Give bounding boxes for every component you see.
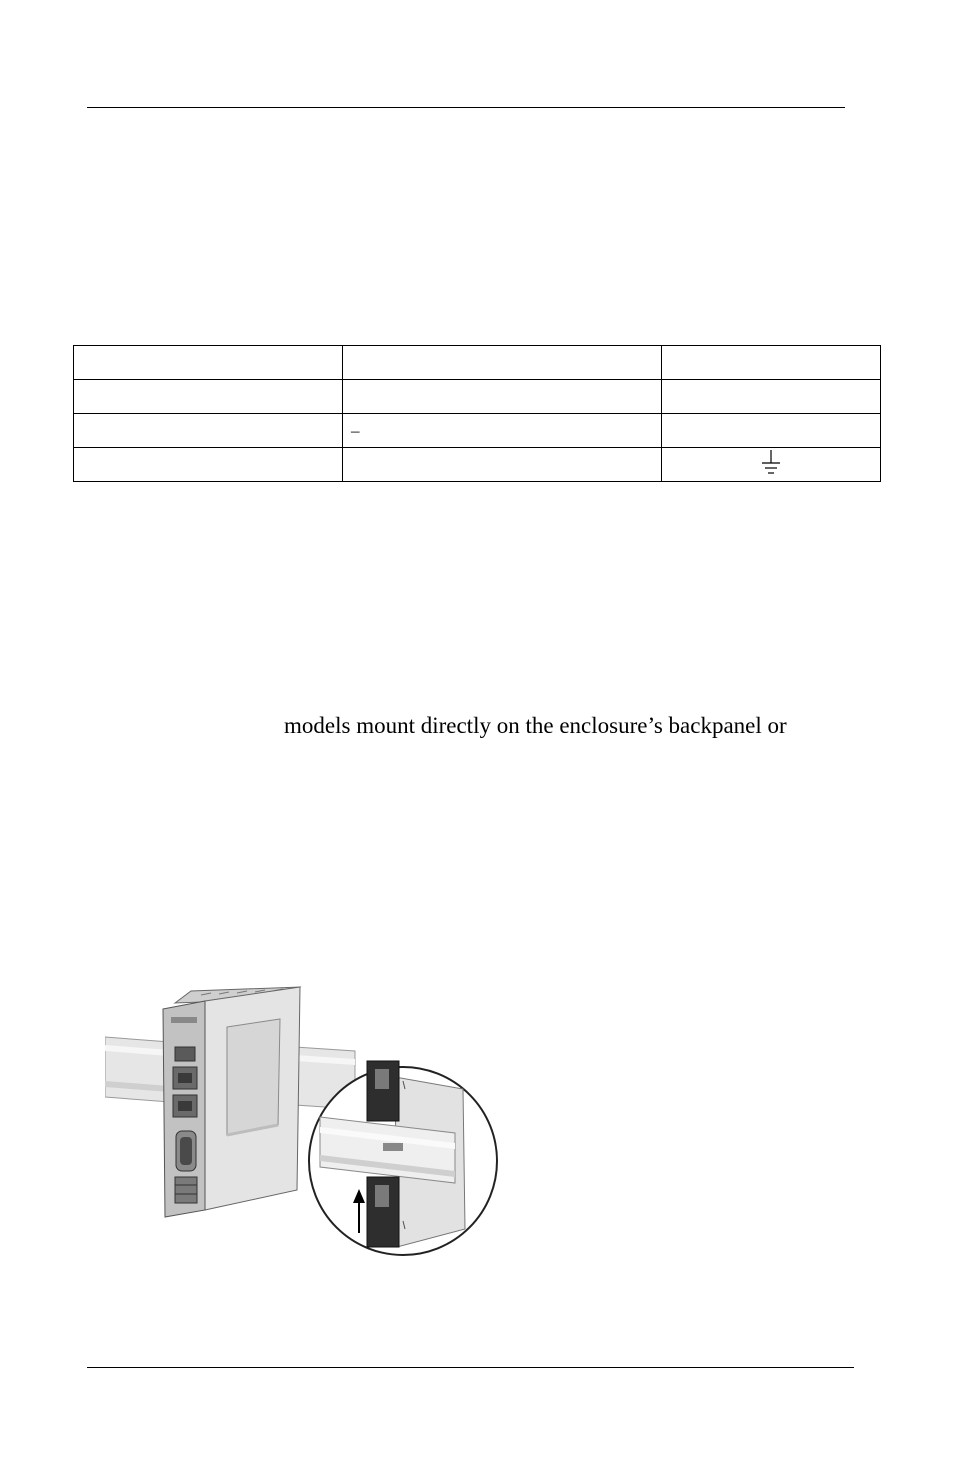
table-row <box>74 414 881 448</box>
din-rail-mount-illustration <box>105 985 500 1257</box>
table-row <box>74 380 881 414</box>
table-cell <box>74 414 343 448</box>
table-row <box>74 346 881 380</box>
footer-rule <box>87 1367 854 1368</box>
table-cell <box>343 448 662 482</box>
table-cell <box>662 414 881 448</box>
table-cell <box>343 380 662 414</box>
device-body <box>163 987 300 1217</box>
power-connections-table <box>73 345 881 482</box>
table-cell <box>662 346 881 380</box>
table-cell <box>662 448 881 482</box>
table-cell <box>343 346 662 380</box>
table-row <box>74 448 881 482</box>
mounting-description: models mount directly on the enclosure’s backpanel or <box>284 713 787 738</box>
table-cell <box>74 380 343 414</box>
table-cell <box>662 380 881 414</box>
table-cell <box>74 448 343 482</box>
header-rule <box>87 107 845 108</box>
table-cell <box>74 346 343 380</box>
ground-icon <box>760 448 782 476</box>
minus-sign-cell: – <box>343 414 662 448</box>
